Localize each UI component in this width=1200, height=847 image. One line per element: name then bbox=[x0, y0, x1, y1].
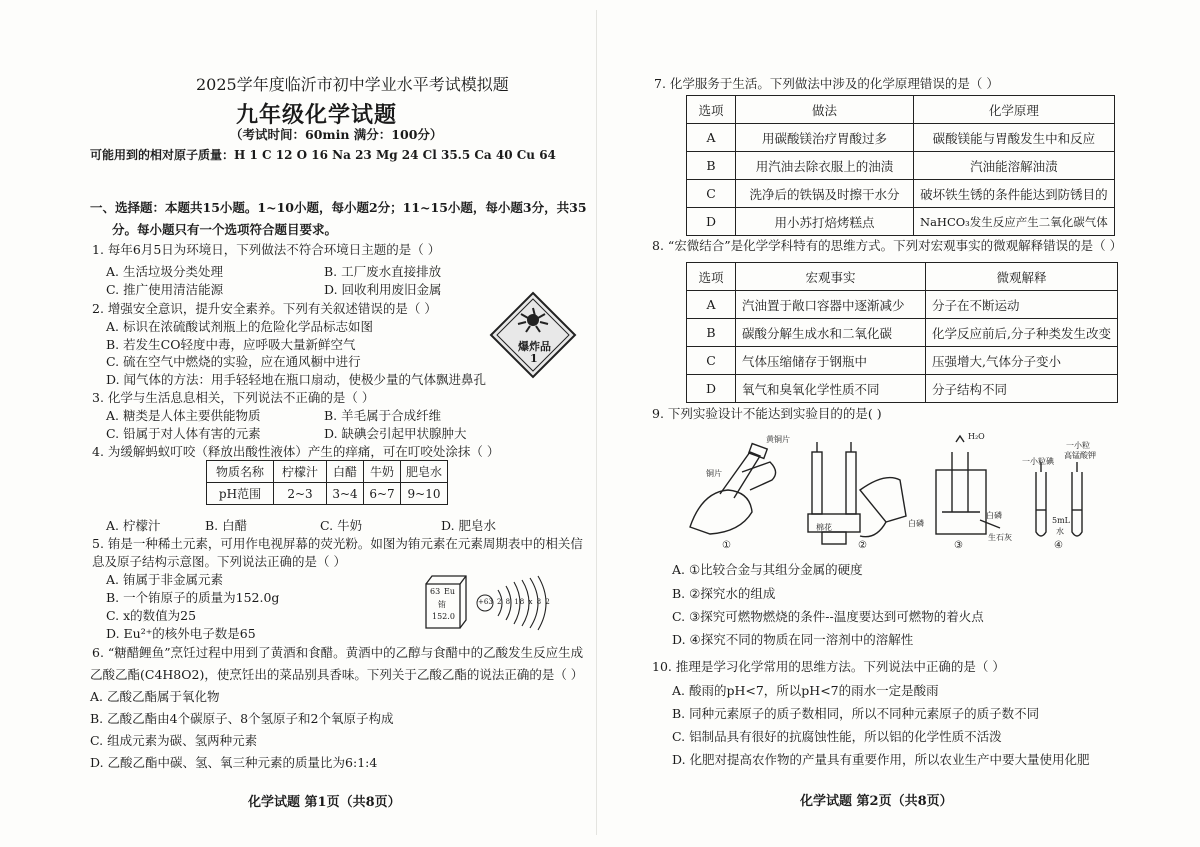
table-cell: 氧气和臭氧化学性质不同 bbox=[736, 375, 926, 403]
table-cell: D bbox=[687, 208, 736, 236]
q6-option-b: B. 乙酸乙酯由4个碳原子、8个氢原子和2个氧原子构成 bbox=[90, 711, 394, 726]
table-cell: D bbox=[687, 375, 736, 403]
experiment-apparatus-icon bbox=[680, 432, 1100, 552]
table-row bbox=[687, 124, 1115, 152]
section-heading-line1: 一、选择题：本题共15小题。1~10小题，每小题2分；11~15小题，每小题3分，共35 bbox=[90, 200, 587, 215]
ph-table-header-row bbox=[207, 461, 448, 483]
table-row bbox=[687, 208, 1115, 236]
q9-option-b: B. ②探究水的组成 bbox=[672, 586, 776, 601]
explosive-hazard-sign bbox=[488, 290, 578, 380]
table-row bbox=[687, 319, 1118, 347]
q2-option-d: D. 闻气体的方法：用手轻轻地在瓶口扇动，使极少量的气体飘进鼻孔 bbox=[106, 372, 487, 387]
q5-option-a: A. 铕属于非金属元素 bbox=[106, 572, 223, 587]
label-iodine: 一小粒碘 bbox=[1022, 457, 1054, 466]
element-mass: 152.0 bbox=[432, 612, 455, 621]
q5-stem-line1: 5. 铕是一种稀土元素，可用作电视屏幕的荧光粉。如图为铕元素在元素周期表中的相关信 bbox=[92, 536, 583, 551]
ph-cell: 2~3 bbox=[274, 483, 327, 505]
q5-option-b: B. 一个铕原子的质量为152.0g bbox=[106, 590, 280, 605]
table-header-cell: 选项 bbox=[687, 96, 736, 124]
figure-number-2: ② bbox=[858, 540, 867, 551]
table-cell: 分子结构不同 bbox=[926, 375, 1118, 403]
label-h2o: H₂O bbox=[968, 432, 985, 441]
table-header-cell: 选项 bbox=[687, 263, 736, 291]
q4-option-c: C. 牛奶 bbox=[320, 518, 363, 533]
q3-option-d: D. 缺碘会引起甲状腺肿大 bbox=[324, 426, 467, 441]
q1-stem: 1. 每年6月5日为环境日，下列做法不符合环境日主题的是（ ） bbox=[92, 242, 441, 257]
left-page-footer: 化学试题 第1页（共8页） bbox=[248, 795, 401, 810]
page-divider bbox=[596, 10, 597, 835]
element-name: 铕 bbox=[438, 600, 446, 609]
q4-option-b: B. 白醋 bbox=[205, 518, 248, 533]
table-header-cell: 宏观事实 bbox=[736, 263, 926, 291]
exam-time-info: （考试时间：60min 满分：100分） bbox=[230, 127, 443, 142]
table-header-cell: 做法 bbox=[736, 96, 914, 124]
q10-stem: 10. 推理是学习化学常用的思维方法。下列说法中正确的是（ ） bbox=[652, 659, 1005, 674]
right-page-footer: 化学试题 第2页（共8页） bbox=[800, 794, 953, 809]
table-cell: 汽油能溶解油渍 bbox=[914, 152, 1115, 180]
q10-option-a: A. 酸雨的pH<7，所以pH<7的雨水一定是酸雨 bbox=[672, 683, 939, 698]
q10-option-b: B. 同种元素原子的质子数相同，所以不同种元素原子的质子数不同 bbox=[672, 706, 1040, 721]
q6-stem-line2: 乙酸乙酯(C4H8O2)，使烹饪出的菜品别具香味。下列关于乙酸乙酯的说法正确的是（ ） bbox=[90, 667, 584, 682]
label-kmno4: 高锰酸钾 bbox=[1064, 451, 1096, 460]
ph-cell: 物质名称 bbox=[207, 461, 274, 483]
ph-cell: pH范围 bbox=[207, 483, 274, 505]
table-header-cell: 化学原理 bbox=[914, 96, 1115, 124]
label-copper: 铜片 bbox=[706, 469, 722, 478]
table-cell: 气体压缩储存于钢瓶中 bbox=[736, 347, 926, 375]
q8-table bbox=[686, 262, 1118, 403]
q9-stem: 9. 下列实验设计不能达到实验目的的是( ) bbox=[652, 406, 882, 421]
table-row bbox=[687, 375, 1118, 403]
table-cell: NaHCO₃发生反应产生二氧化碳气体 bbox=[914, 208, 1115, 236]
q5-option-d: D. Eu²⁺的核外电子数是65 bbox=[106, 626, 256, 641]
q7-header-row bbox=[687, 96, 1115, 124]
table-header-cell: 微观解释 bbox=[926, 263, 1118, 291]
q3-option-c: C. 铅属于对人体有害的元素 bbox=[106, 426, 261, 441]
section-heading-line2: 分。每小题只有一个选项符合题目要求。 bbox=[112, 222, 338, 237]
experiment-figures bbox=[680, 432, 1100, 552]
q6-option-d: D. 乙酸乙酯中碳、氢、氧三种元素的质量比为6:1:4 bbox=[90, 755, 378, 770]
table-row bbox=[687, 180, 1115, 208]
exam-title: 2025学年度临沂市初中学业水平考试模拟题 bbox=[196, 75, 509, 94]
label-quicklime: 生石灰 bbox=[988, 533, 1012, 542]
q6-option-a: A. 乙酸乙酯属于氧化物 bbox=[90, 689, 220, 704]
figure-number-3: ③ bbox=[954, 540, 963, 551]
q10-option-c: C. 铝制品具有很好的抗腐蚀性能，所以铝的化学性质不活泼 bbox=[672, 729, 1002, 744]
q9-option-c: C. ③探究可燃物燃烧的条件--温度要达到可燃物的着火点 bbox=[672, 609, 984, 624]
figure-number-1: ① bbox=[722, 540, 731, 551]
element-symbol: Eu bbox=[444, 587, 455, 596]
label-white-phosphorus-1: 白磷 bbox=[908, 519, 924, 528]
table-cell: 碳酸分解生成水和二氧化碳 bbox=[736, 319, 926, 347]
q2-option-c: C. 硫在空气中燃烧的实验，应在通风橱中进行 bbox=[106, 354, 361, 369]
exam-subject-title: 九年级化学试题 bbox=[236, 102, 398, 128]
q2-option-a: A. 标识在浓硫酸试剂瓶上的危险化学品标志如图 bbox=[106, 319, 373, 334]
element-number: 63 bbox=[430, 587, 441, 596]
q1-option-b: B. 工厂废水直接排放 bbox=[324, 264, 442, 279]
table-cell: 化学反应前后,分子种类发生改变 bbox=[926, 319, 1118, 347]
figure-number-4: ④ bbox=[1054, 540, 1063, 551]
ph-cell: 白醋 bbox=[327, 461, 364, 483]
table-row bbox=[687, 291, 1118, 319]
hazard-sign-number: 1 bbox=[530, 352, 538, 365]
label-small-grain: 一小粒 bbox=[1066, 441, 1090, 450]
q8-header-row bbox=[687, 263, 1118, 291]
ph-cell: 3~4 bbox=[327, 483, 364, 505]
q2-option-b: B. 若发生CO轻度中毒，应呼吸大量新鲜空气 bbox=[106, 337, 356, 352]
q3-stem: 3. 化学与生活息息相关，下列说法不正确的是（ ） bbox=[92, 390, 375, 405]
electron-shells: 2 8 18 x 8 2 bbox=[497, 598, 551, 606]
q6-option-c: C. 组成元素为碳、氢两种元素 bbox=[90, 733, 258, 748]
q4-stem: 4. 为缓解蚂蚁叮咬（释放出酸性液体）产生的痒痛，可在叮咬处涂抹（ ） bbox=[92, 444, 500, 459]
q2-stem: 2. 增强安全意识，提升安全素养。下列有关叙述错误的是（ ） bbox=[92, 301, 437, 316]
table-row bbox=[687, 347, 1118, 375]
explosive-icon bbox=[488, 290, 578, 380]
table-cell: A bbox=[687, 291, 736, 319]
table-cell: 用碳酸镁治疗胃酸过多 bbox=[736, 124, 914, 152]
hazard-sign-label: 爆炸品 bbox=[518, 340, 551, 353]
q3-option-a: A. 糖类是人体主要供能物质 bbox=[106, 408, 261, 423]
table-cell: 碳酸镁能与胃酸发生中和反应 bbox=[914, 124, 1115, 152]
table-cell: 破坏铁生锈的条件能达到防锈目的 bbox=[914, 180, 1115, 208]
ph-cell: 牛奶 bbox=[364, 461, 401, 483]
table-cell: 汽油置于敞口容器中逐渐减少 bbox=[736, 291, 926, 319]
q1-option-c: C. 推广使用清洁能源 bbox=[106, 282, 224, 297]
q1-option-d: D. 回收利用废旧金属 bbox=[324, 282, 442, 297]
q9-option-d: D. ④探究不同的物质在同一溶剂中的溶解性 bbox=[672, 632, 914, 647]
q4-option-a: A. 柠檬汁 bbox=[106, 518, 161, 533]
q10-option-d: D. 化肥对提高农作物的产量具有重要作用，所以农业生产中要大量使用化肥 bbox=[672, 752, 1090, 767]
table-cell: 分子在不断运动 bbox=[926, 291, 1118, 319]
ph-table bbox=[206, 460, 448, 505]
label-white-phosphorus-2: 白磷 bbox=[986, 511, 1002, 520]
table-cell: 压强增大,气体分子变小 bbox=[926, 347, 1118, 375]
table-cell: 洗净后的铁锅及时擦干水分 bbox=[736, 180, 914, 208]
q6-stem-line1: 6. “糖醋鲤鱼”烹饪过程中用到了黄酒和食醋。黄酒中的乙醇与食醋中的乙酸发生反应生成 bbox=[92, 645, 584, 660]
label-water: 水 bbox=[1056, 527, 1064, 536]
label-brass: 黄铜片 bbox=[766, 435, 790, 444]
table-cell: C bbox=[687, 347, 736, 375]
q4-option-d: D. 肥皂水 bbox=[441, 518, 497, 533]
q3-option-b: B. 羊毛属于合成纤维 bbox=[324, 408, 442, 423]
atomic-masses: 可能用到的相对原子质量：H 1 C 12 O 16 Na 23 Mg 24 Cl 35.5 Ca 40 Cu 64 bbox=[90, 148, 556, 162]
q7-table bbox=[686, 95, 1115, 236]
ph-cell: 肥皂水 bbox=[401, 461, 448, 483]
label-cotton: 棉花 bbox=[816, 523, 832, 532]
ph-cell: 9~10 bbox=[401, 483, 448, 505]
ph-table-row bbox=[207, 483, 448, 505]
table-cell: 用汽油去除衣服上的油渍 bbox=[736, 152, 914, 180]
table-cell: A bbox=[687, 124, 736, 152]
q5-option-c: C. x的数值为25 bbox=[106, 608, 197, 623]
q8-stem: 8. “宏微结合”是化学学科特有的思维方式。下列对宏观事实的微观解释错误的是（ ） bbox=[652, 238, 1123, 253]
table-row bbox=[687, 152, 1115, 180]
table-cell: C bbox=[687, 180, 736, 208]
q1-option-a: A. 生活垃圾分类处理 bbox=[106, 264, 223, 279]
ph-cell: 柠檬汁 bbox=[274, 461, 327, 483]
q7-stem: 7. 化学服务于生活。下列做法中涉及的化学原理错误的是（ ） bbox=[654, 76, 999, 91]
table-cell: B bbox=[687, 319, 736, 347]
q5-stem-line2: 息及原子结构示意图。下列说法正确的是（ ） bbox=[92, 554, 346, 569]
europium-figure bbox=[420, 570, 570, 632]
nucleus-charge: +63 bbox=[478, 598, 493, 606]
label-5ml: 5mL bbox=[1052, 516, 1070, 525]
table-cell: B bbox=[687, 152, 736, 180]
table-cell: 用小苏打焙烤糕点 bbox=[736, 208, 914, 236]
ph-cell: 6~7 bbox=[364, 483, 401, 505]
q9-option-a: A. ①比较合金与其组分金属的硬度 bbox=[672, 562, 863, 577]
